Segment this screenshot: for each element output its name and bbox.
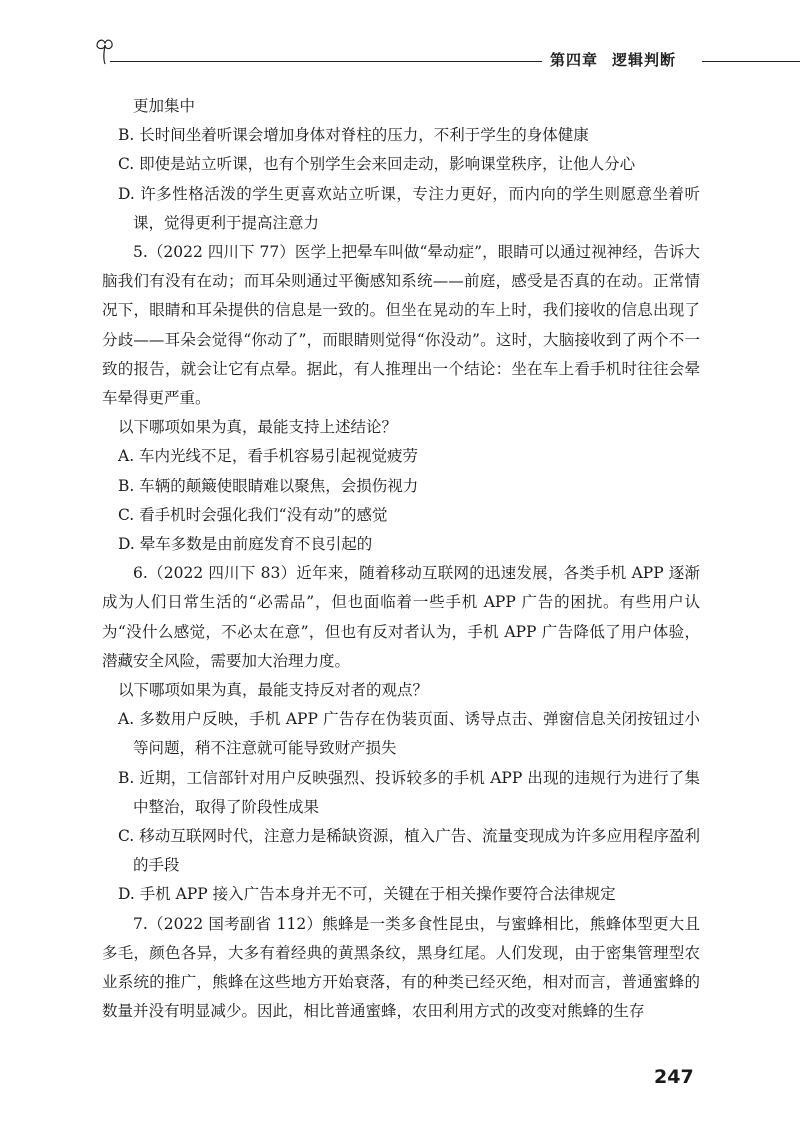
option-b: B. 长时间坐着听课会增加身体对脊柱的压力，不利于学生的身体健康 <box>118 126 589 145</box>
page-number: 247 <box>654 1066 694 1088</box>
question-6-option-b: B. 近期，工信部针对用户反映强烈、投诉较多的手机 APP 出现的违规行为进行了集中整治，取得了阶段性成果 <box>118 768 700 816</box>
option-c: C. 即使是站立听课，也有个别学生会来回走动，影响课堂秩序，让他人分心 <box>118 155 636 174</box>
page-body <box>102 92 700 1027</box>
question-5-option-b: B. 车辆的颠簸使眼睛难以聚焦，会损伤视力 <box>118 476 419 495</box>
question-5-option-a: A. 车内光线不足，看手机容易引起视觉疲劳 <box>118 447 419 466</box>
option-continuation: 更加集中 <box>133 97 196 115</box>
header-rule-left <box>110 61 542 62</box>
question-5-option-d: D. 晕车多数是由前庭发育不良引起的 <box>118 535 373 554</box>
question-5-stem: 5.（2022 四川下 77）医学上把晕车叫做“晕动症”，眼睛可以通过视神经，告诉大脑我们有没有在动；而耳朵则通过平衡感知系统——前庭，感受是否真的在动。正常情况下，眼睛和耳朵提供的信息是一致的。但坐在晃动的车上时，我们接收的信息出现了分歧——耳朵会觉得“你动了”，而眼睛则觉得“你没动”。这时，大脑接收到了两个不一致的报告，就会让它有点晕。据此，有人推理出一个结论：坐在车上看手机时往往会晕车晕得更严重。 <box>102 243 700 408</box>
question-6-option-d: D. 手机 APP 接入广告本身并无不可，关键在于相关操作要符合法律规定 <box>118 885 616 904</box>
question-5-prompt: 以下哪项如果为真，最能支持上述结论？ <box>118 418 398 437</box>
section-label: 逻辑判断 <box>612 51 677 69</box>
header-rule-right <box>702 61 800 62</box>
question-6-prompt: 以下哪项如果为真，最能支持反对者的观点？ <box>118 681 429 700</box>
question-7-stem: 7.（2022 国考副省 112）熊蜂是一类多食性昆虫，与蜜蜂相比，熊蜂体型更大且多毛，颜色各异，大多有着经典的黄黑条纹，黑身红尾。人们发现，由于密集管理型农业系统的推广，熊蜂在这些地方开始衰落，有的种类已经灭绝，相对而言，普通蜜蜂的数量并没有明显减少。因此，相比普通蜜蜂，农田利用方式的改变对熊蜂的生存 <box>102 914 700 1021</box>
option-d: D. 许多性格活泼的学生更喜欢站立听课，专注力更好，而内向的学生则愿意坐着听课，觉得更利于提高注意力 <box>118 184 700 232</box>
question-5-option-c: C. 看手机时会强化我们“没有动”的感觉 <box>118 505 388 524</box>
question-6-option-a: A. 多数用户反映，手机 APP 广告存在伪装页面、诱导点击、弹窗信息关闭按钮过小等问题，稍不注意就可能导致财产损失 <box>118 710 700 758</box>
question-6-option-c: C. 移动互联网时代，注意力是稀缺资源，植入广告、流量变现成为许多应用程序盈利的手段 <box>118 827 700 875</box>
chapter-label: 第四章 <box>550 51 599 69</box>
chapter-title <box>550 49 676 70</box>
leaf-icon <box>94 36 116 70</box>
running-header <box>0 32 800 72</box>
question-6-stem: 6.（2022 四川下 83）近年来，随着移动互联网的迅速发展，各类手机 APP 逐渐成为人们日常生活的“必需品”，但也面临着一些手机 APP 广告的困扰。有些用户认为“没什么感觉，不必太在意”，但也有反对者认为，手机 APP 广告降低了用户体验，潜藏安全风险，需要加大治理力度。 <box>102 564 700 670</box>
